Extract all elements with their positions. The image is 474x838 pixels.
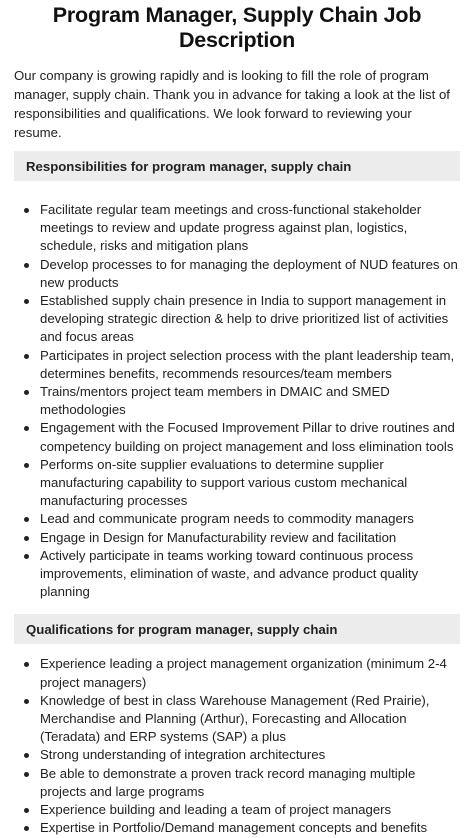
responsibility-item: Trains/mentors project team members in DMAIC and SMED methodologies — [40, 383, 460, 419]
responsibility-item: Engage in Design for Manufacturability review and facilitation — [40, 529, 460, 547]
qualification-item: Expertise in Portfolio/Demand management concepts and benefits — [40, 819, 460, 837]
bullet-icon — [24, 826, 29, 831]
responsibility-item: Lead and communicate program needs to commodity managers — [40, 510, 460, 528]
qualifications-heading: Qualifications for program manager, supply chain — [14, 614, 460, 644]
qualification-item: Experience leading a project management organization (minimum 2-4 project managers) — [40, 655, 460, 691]
qualification-item: Be able to demonstrate a proven track record managing multiple projects and large programs — [40, 765, 460, 801]
responsibility-item: Performs on-site supplier evaluations to determine supplier manufacturing capability to support various custom mechanical manufacturing processes — [40, 456, 460, 511]
responsibility-item: Develop processes to for managing the deployment of NUD features on new products — [40, 256, 460, 292]
intro-paragraph: Our company is growing rapidly and is looking to fill the role of program manager, supply chain. Thank you in advance for taking a look at the list of responsibilities and qualifications. We look forward to reviewing your resume. — [14, 68, 450, 140]
bullet-icon — [24, 699, 29, 704]
bullet-icon — [24, 354, 29, 359]
bullet-icon — [24, 517, 29, 522]
bullet-icon — [24, 208, 29, 213]
responsibility-item: Participates in project selection process with the plant leadership team, determines benefits, recommends resources/team members — [40, 347, 460, 383]
responsibilities-heading: Responsibilities for program manager, supply chain — [14, 151, 460, 181]
bullet-icon — [24, 390, 29, 395]
bullet-icon — [24, 753, 29, 758]
bullet-icon — [24, 426, 29, 431]
responsibilities-list — [14, 201, 460, 601]
qualifications-list — [14, 655, 460, 837]
bullet-icon — [24, 263, 29, 268]
page-title: Program Manager, Supply Chain Job Description — [52, 3, 422, 52]
bullet-icon — [24, 463, 29, 468]
bullet-icon — [24, 299, 29, 304]
bullet-icon — [24, 808, 29, 813]
responsibility-item: Facilitate regular team meetings and cross-functional stakeholder meetings to review and update progress against plan, logistics, schedule, risks and mitigation plans — [40, 201, 460, 256]
bullet-icon — [24, 772, 29, 777]
qualification-item: Experience building and leading a team of project managers — [40, 801, 460, 819]
responsibility-item: Engagement with the Focused Improvement Pillar to drive routines and competency building on project management and loss elimination tools — [40, 419, 460, 455]
bullet-icon — [24, 536, 29, 541]
qualification-item: Strong understanding of integration architectures — [40, 746, 460, 764]
bullet-icon — [24, 554, 29, 559]
responsibility-item: Actively participate in teams working toward continuous process improvements, elimination of waste, and advance product quality planning — [40, 547, 460, 602]
qualification-item: Knowledge of best in class Warehouse Management (Red Prairie), Merchandise and Planning (Arthur), Forecasting and Allocation (Teradata) and ERP systems (SAP) a plus — [40, 692, 460, 747]
responsibility-item: Established supply chain presence in India to support management in developing strategic direction & help to drive prioritized list of activities and focus areas — [40, 292, 460, 347]
bullet-icon — [24, 662, 29, 667]
